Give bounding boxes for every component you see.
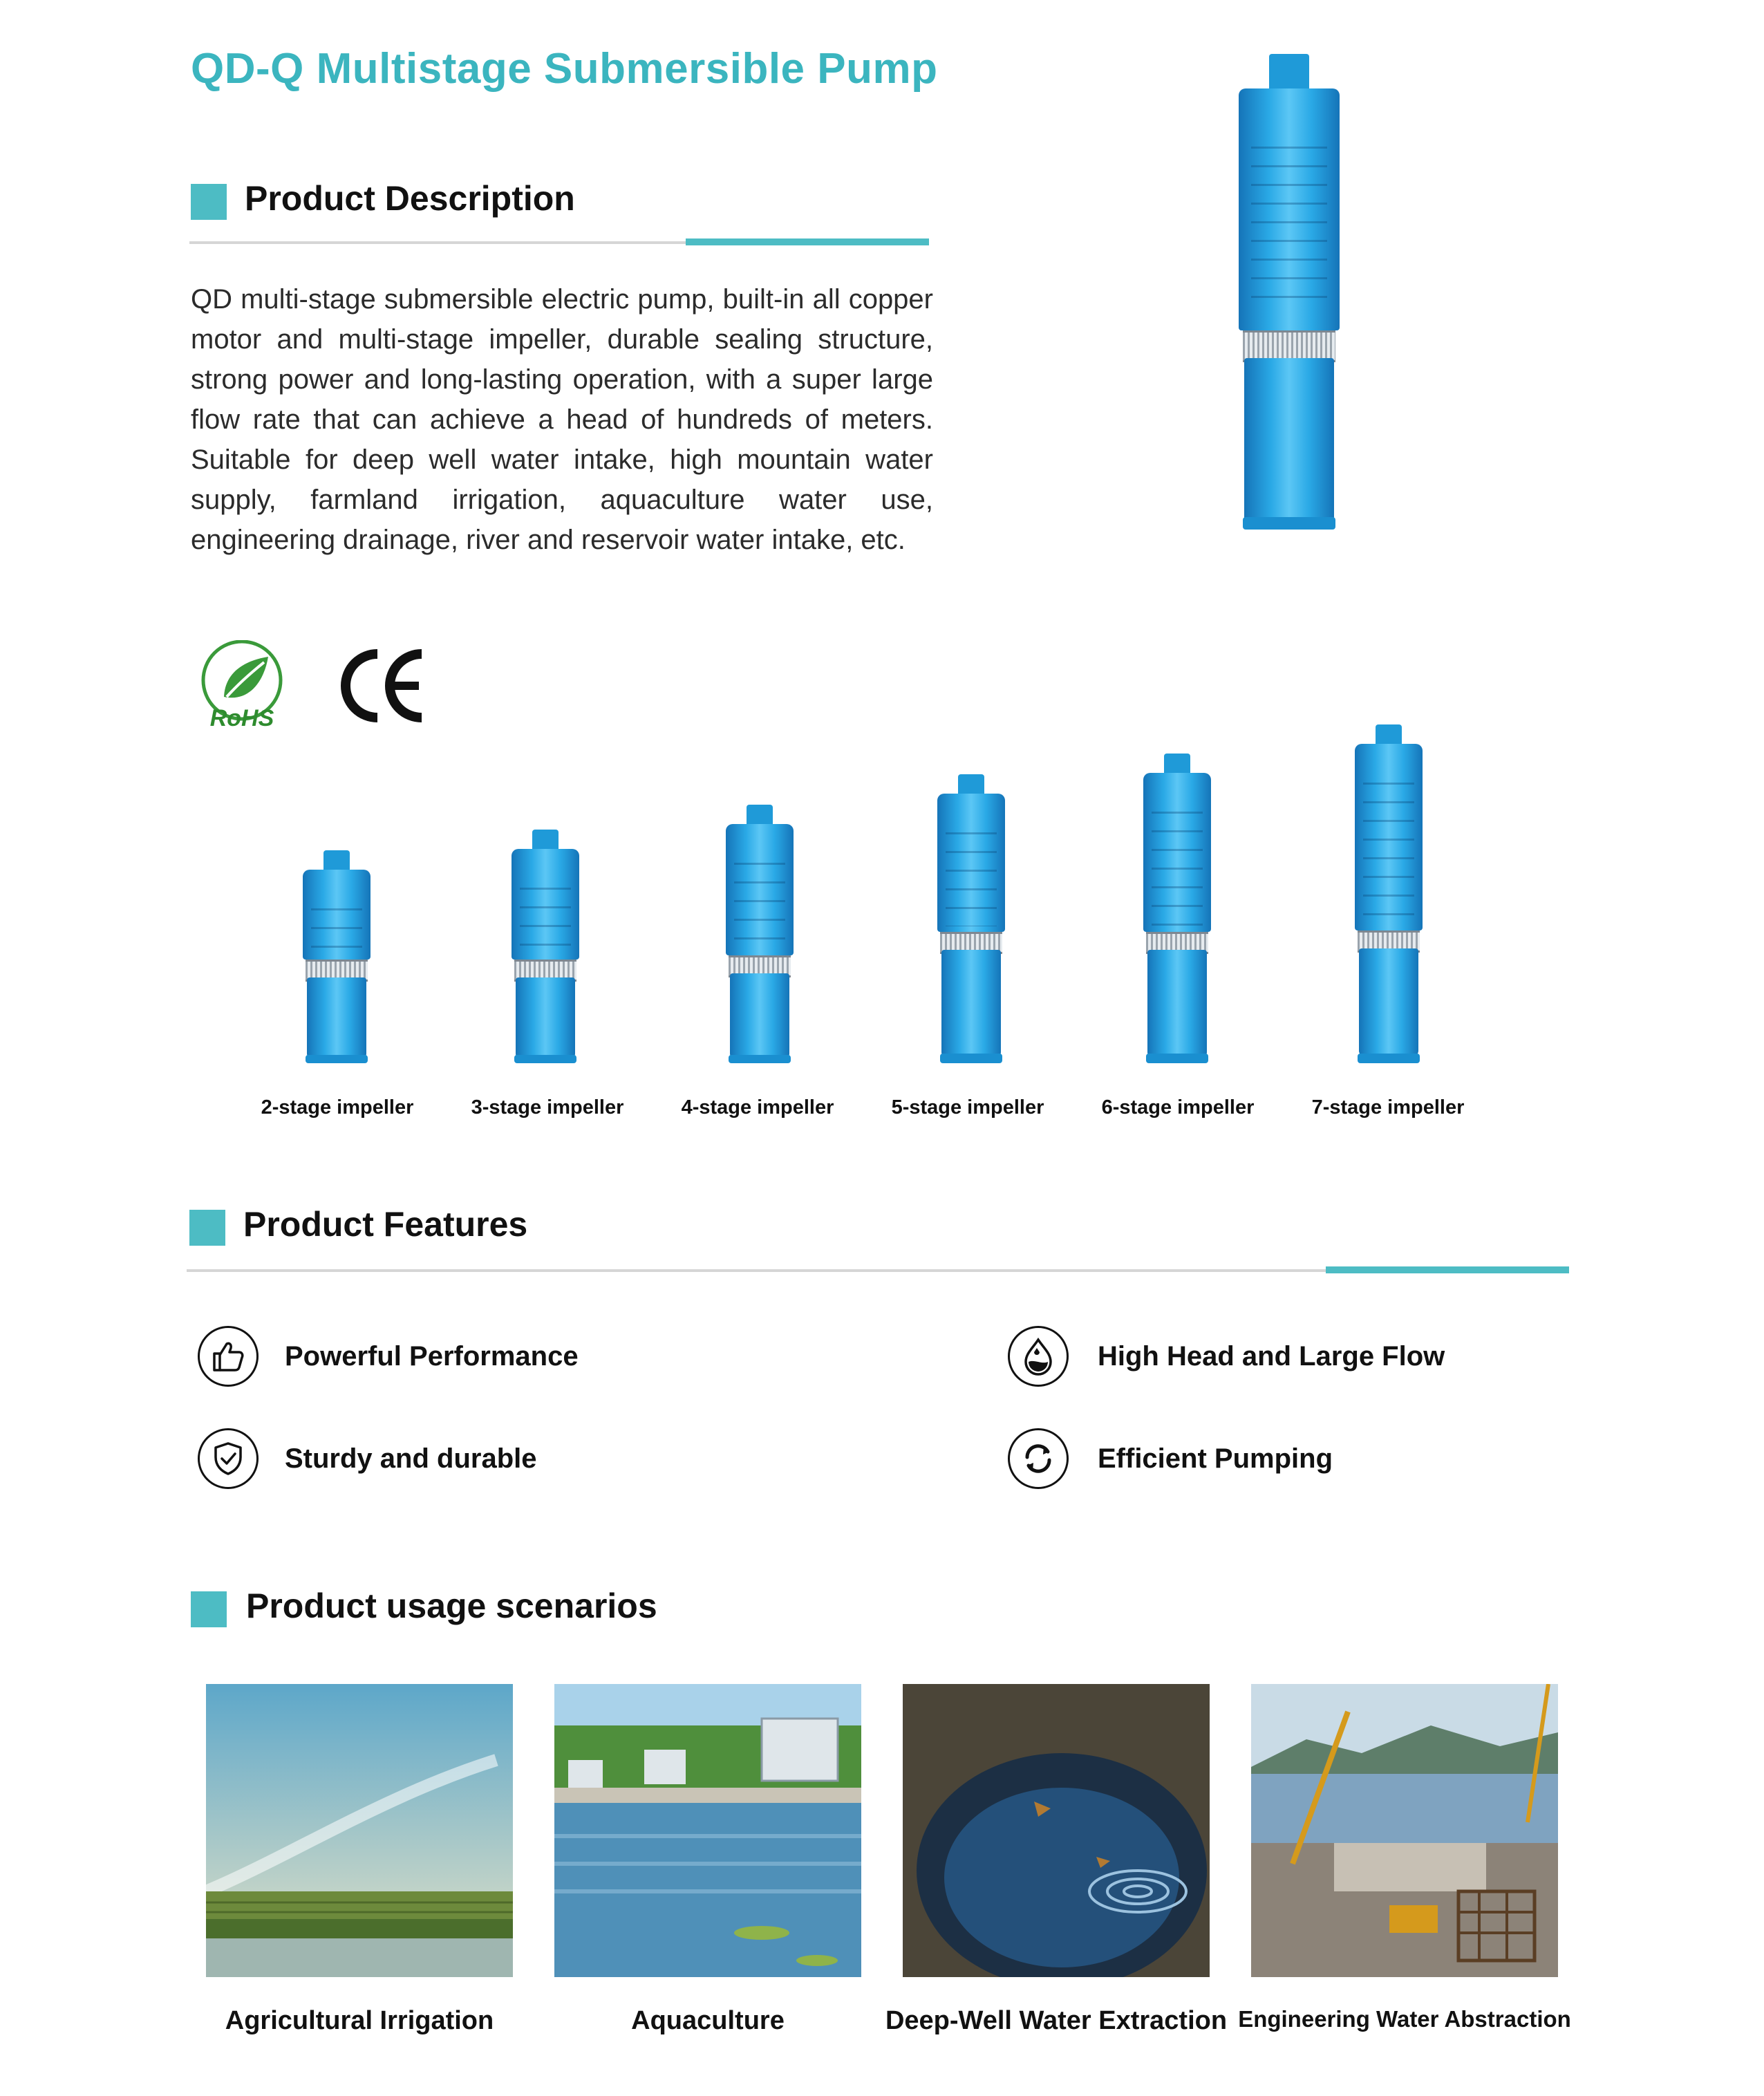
description-text: QD multi-stage submersible electric pump, built-in all copper motor and multi-stage impeller, durable sealing structure, strong power and long-lasting operation, with a super large flow rate that can achieve a head of hundreds of meters. Suitable for deep well water intake, high mountain water supply, farmland irrigation, aquaculture water use, engineering drainage, river and reservoir water intake, etc. xyxy=(191,284,933,555)
stage-label: 4-stage impeller xyxy=(681,1096,834,1119)
section-marker xyxy=(189,1210,225,1246)
pump-4-stage-image xyxy=(722,805,798,1067)
shield-check-icon xyxy=(198,1428,259,1489)
water-drop-icon xyxy=(1008,1326,1069,1387)
stage-label: 7-stage impeller xyxy=(1311,1096,1465,1119)
section-divider-accent xyxy=(686,238,929,245)
feature-label: Efficient Pumping xyxy=(1098,1443,1333,1474)
pump-3-stage-image xyxy=(507,830,583,1066)
stage-label: 6-stage impeller xyxy=(1101,1096,1255,1119)
scenario-label: Deep-Well Water Extraction xyxy=(885,2006,1228,2035)
feature-label: Sturdy and durable xyxy=(285,1443,537,1474)
hero-pump-image xyxy=(1230,54,1348,531)
stage-label: 2-stage impeller xyxy=(261,1096,414,1119)
svg-text:RoHS: RoHS xyxy=(209,705,274,731)
pump-2-stage-image xyxy=(299,850,375,1066)
description-heading: Product Description xyxy=(245,179,575,218)
scenario-label: Engineering Water Abstraction xyxy=(1238,2006,1571,2032)
features-heading: Product Features xyxy=(243,1205,528,1244)
pump-7-stage-image xyxy=(1351,724,1427,1067)
refresh-icon xyxy=(1008,1428,1069,1489)
feature-label: Powerful Performance xyxy=(285,1341,579,1372)
stage-label: 5-stage impeller xyxy=(891,1096,1044,1119)
page-title: QD-Q Multistage Submersible Pump xyxy=(191,45,938,93)
scenario-image-deep-well xyxy=(903,1684,1210,1977)
section-marker xyxy=(191,184,227,220)
thumbs-up-icon xyxy=(198,1326,259,1387)
scenario-image-aquaculture xyxy=(554,1684,861,1977)
pump-6-stage-image xyxy=(1139,754,1215,1067)
section-marker xyxy=(191,1591,227,1627)
pump-5-stage-image xyxy=(933,774,1009,1067)
scenarios-heading: Product usage scenarios xyxy=(246,1587,657,1625)
stage-label: 3-stage impeller xyxy=(471,1096,624,1119)
ce-mark xyxy=(339,647,429,724)
feature-label: High Head and Large Flow xyxy=(1098,1341,1445,1372)
scenario-label: Aquaculture xyxy=(631,2006,785,2035)
scenario-image-engineering xyxy=(1251,1684,1558,1977)
scenario-image-irrigation xyxy=(206,1684,513,1977)
section-divider-accent xyxy=(1326,1266,1569,1273)
rohs-logo xyxy=(196,640,288,731)
scenario-label: Agricultural Irrigation xyxy=(225,2006,494,2035)
